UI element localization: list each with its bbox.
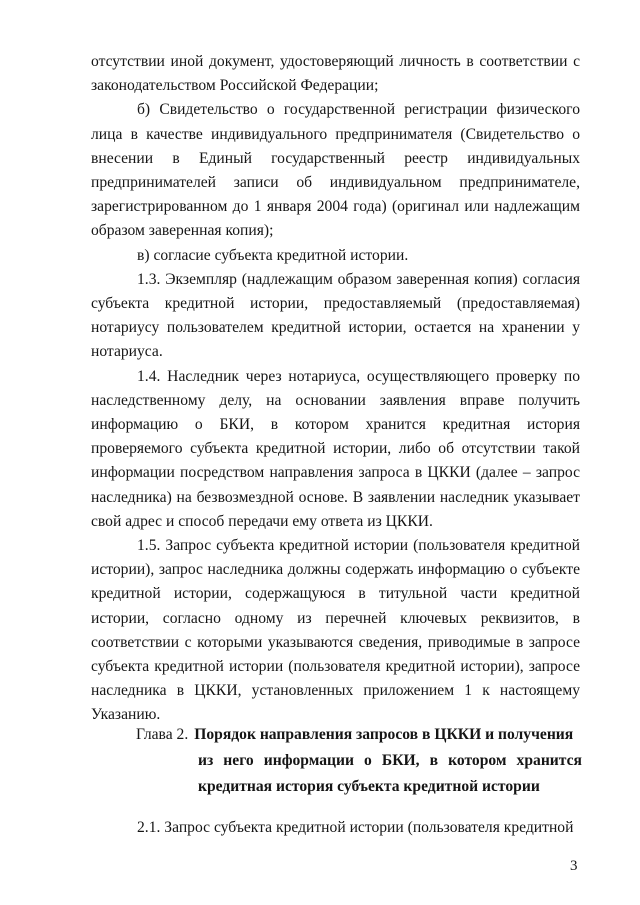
paragraph-2-1 <box>91 816 580 840</box>
paragraph-1-3: 1.3. Экземпляр (надлежащим образом заверенная копия) согласия субъекта кредитной истории, предоставляемый (предоставляемая) нотариусу пользователем кредитной истории, остается на хранении у нотариуса. <box>91 270 580 361</box>
paragraph-item-b: б) Свидетельство о государственной регистрации физического лица в качестве индивидуального предпринимателя (Свидетельство о внесении в Единый государственный реестр индивидуальных предпринимателей записи об индивидуальном предпринимателе, зарегистрированном до 1 января 2004 года) (оригинал или надлежащим образом заверенная копия); <box>91 101 580 240</box>
chapter-title-rest: из него информации о БКИ, в котором хранится кредитная история субъекта кредитной истории <box>198 752 582 795</box>
paragraph-continuation: отсутствии иной документ, удостоверяющий личность в соответствии с законодательством Российской Федерации; <box>91 53 580 95</box>
paragraph-item-v: в) согласие субъекта кредитной истории. <box>137 246 409 264</box>
paragraph-1-4: 1.4. Наследник через нотариуса, осуществляющего проверку по наследственному делу, на основании заявления вправе получить информацию о БКИ, в котором хранится кредитная история проверяемого субъекта кредитной истории, либо об отсутствии такой информации посредством направления запроса в ЦККИ (далее – запрос наследника) на безвозмездной основе. В заявлении наследник указывает свой адрес и способ передачи ему ответа из ЦККИ. <box>91 367 580 530</box>
paragraph-1-5: 1.5. Запрос субъекта кредитной истории (пользователя кредитной истории), запрос наследника должны содержать информацию о субъекте кредитной истории, содержащуюся в титульной части кредитной истории, согласно одному из перечней ключевых реквизитов, в соответствии с которыми указываются сведения, приводимые в запросе субъекта кредитной истории (пользователя кредитной истории), запросе наследника в ЦККИ, установленных приложением 1 к настоящему Указанию. <box>91 537 580 724</box>
chapter-heading <box>136 722 582 800</box>
paragraph-2-1-text: 2.1. Запрос субъекта кредитной истории (пользователя кредитной <box>137 819 574 836</box>
page-number: 3 <box>570 858 578 874</box>
chapter-title-line1: Порядок направления запросов в ЦККИ и получения <box>194 726 574 743</box>
document-body <box>91 50 580 728</box>
chapter-label: Глава 2. <box>136 726 189 743</box>
